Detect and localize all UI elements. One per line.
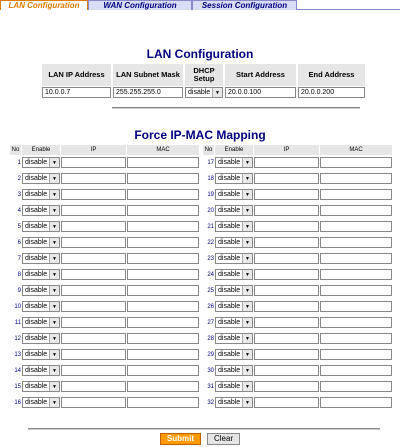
row-number: 22	[207, 239, 214, 246]
mapping-row	[203, 380, 392, 393]
enable-select[interactable]	[215, 333, 253, 344]
mapping-row	[10, 268, 199, 281]
enable-select[interactable]	[22, 269, 60, 280]
chevron-down-icon: ▼	[49, 158, 59, 167]
start-address-header: Start Address	[225, 64, 296, 86]
enable-select-value: disable	[218, 383, 241, 390]
chevron-down-icon: ▼	[242, 334, 252, 343]
mac-input[interactable]	[127, 221, 199, 232]
chevron-down-icon: ▼	[242, 398, 252, 407]
row-number: 30	[207, 367, 214, 374]
lan-ip-input[interactable]	[42, 87, 111, 98]
row-number: 6	[17, 239, 21, 246]
ip-input[interactable]	[254, 397, 319, 408]
chevron-down-icon: ▼	[49, 174, 59, 183]
enable-select-value: disable	[218, 303, 241, 310]
dhcp-select-value: disable	[188, 89, 211, 96]
enable-select-value: disable	[25, 239, 48, 246]
mac-input[interactable]	[127, 333, 199, 344]
enable-select[interactable]	[215, 381, 253, 392]
mapping-row	[203, 348, 392, 361]
mac-input[interactable]	[127, 381, 199, 392]
mac-header: MAC	[320, 145, 392, 155]
end-address-input[interactable]	[298, 87, 365, 98]
enable-select-value: disable	[218, 271, 241, 278]
enable-select[interactable]	[22, 397, 60, 408]
lan-mask-header: LAN Subnet Mask	[113, 64, 183, 86]
enable-select-value: disable	[218, 367, 241, 374]
end-address-header: End Address	[298, 64, 365, 86]
clear-button[interactable]: Clear	[207, 433, 240, 445]
mapping-row	[10, 396, 199, 409]
lan-table-row	[42, 86, 365, 99]
mac-input[interactable]	[127, 157, 199, 168]
enable-select[interactable]	[22, 381, 60, 392]
ip-input[interactable]	[254, 317, 319, 328]
enable-select-value: disable	[218, 399, 241, 406]
row-number: 11	[14, 319, 21, 326]
ip-input[interactable]	[254, 205, 319, 216]
row-number: 19	[207, 191, 214, 198]
mapping-row	[10, 204, 199, 217]
chevron-down-icon: ▼	[49, 206, 59, 215]
mac-input[interactable]	[127, 365, 199, 376]
enable-header: Enable	[22, 145, 60, 155]
ip-input[interactable]	[61, 317, 126, 328]
mapping-row	[10, 172, 199, 185]
row-number: 7	[17, 255, 21, 262]
row-number: 14	[14, 367, 21, 374]
chevron-down-icon: ▼	[49, 302, 59, 311]
mac-input[interactable]	[320, 173, 392, 184]
chevron-down-icon: ▼	[242, 286, 252, 295]
row-number: 2	[17, 175, 21, 182]
chevron-down-icon: ▼	[242, 366, 252, 375]
no-header: No	[11, 147, 20, 153]
row-number: 12	[14, 335, 21, 342]
enable-select-value: disable	[25, 255, 48, 262]
chevron-down-icon: ▼	[49, 254, 59, 263]
mapping-row	[203, 172, 392, 185]
mapping-row	[203, 156, 392, 169]
enable-select[interactable]	[215, 237, 253, 248]
enable-select-value: disable	[218, 191, 241, 198]
enable-select[interactable]	[215, 317, 253, 328]
enable-select[interactable]	[22, 253, 60, 264]
enable-select[interactable]	[22, 205, 60, 216]
mapping-row	[10, 380, 199, 393]
enable-select-value: disable	[218, 175, 241, 182]
enable-select-value: disable	[218, 223, 241, 230]
chevron-down-icon: ▼	[242, 190, 252, 199]
enable-select-value: disable	[25, 223, 48, 230]
mac-input[interactable]	[320, 285, 392, 296]
mac-input[interactable]	[127, 317, 199, 328]
mapping-header-left	[10, 145, 199, 155]
enable-select[interactable]	[215, 173, 253, 184]
chevron-down-icon: ▼	[242, 382, 252, 391]
ip-header: IP	[61, 145, 126, 155]
enable-select-value: disable	[218, 319, 241, 326]
tab-session-configuration[interactable]: Session Configuration	[192, 0, 297, 10]
mac-input[interactable]	[127, 269, 199, 280]
mapping-row	[203, 188, 392, 201]
start-address-input[interactable]	[225, 87, 296, 98]
row-number: 13	[14, 351, 21, 358]
mapping-row	[203, 252, 392, 265]
mac-input[interactable]	[127, 205, 199, 216]
mapping-row	[10, 156, 199, 169]
ip-input[interactable]	[254, 269, 319, 280]
mac-input[interactable]	[127, 253, 199, 264]
form-buttons	[0, 433, 400, 445]
lan-divider	[112, 107, 360, 109]
chevron-down-icon: ▼	[49, 382, 59, 391]
ip-input[interactable]	[254, 381, 319, 392]
enable-select-value: disable	[218, 287, 241, 294]
chevron-down-icon: ▼	[49, 350, 59, 359]
chevron-down-icon: ▼	[49, 222, 59, 231]
ip-input[interactable]	[254, 189, 319, 200]
tab-bar	[0, 0, 400, 10]
mapping-row	[203, 268, 392, 281]
ip-input[interactable]	[61, 189, 126, 200]
enable-select[interactable]	[215, 269, 253, 280]
row-number: 10	[14, 303, 21, 310]
ip-header: IP	[254, 145, 319, 155]
mac-header: MAC	[127, 145, 199, 155]
chevron-down-icon: ▼	[49, 318, 59, 327]
row-number: 27	[207, 319, 214, 326]
chevron-down-icon: ▼	[242, 318, 252, 327]
row-number: 3	[17, 191, 21, 198]
enable-select[interactable]	[22, 317, 60, 328]
enable-select-value: disable	[218, 335, 241, 342]
enable-select-value: disable	[25, 335, 48, 342]
mac-input[interactable]	[320, 333, 392, 344]
row-number: 25	[207, 287, 214, 294]
mapping-divider	[28, 428, 380, 430]
mac-input[interactable]	[127, 397, 199, 408]
mac-input[interactable]	[320, 349, 392, 360]
mac-input[interactable]	[320, 397, 392, 408]
mapping-row	[10, 252, 199, 265]
enable-select-value: disable	[25, 159, 48, 166]
ip-input[interactable]	[61, 205, 126, 216]
ip-input[interactable]	[254, 365, 319, 376]
row-number: 18	[207, 175, 214, 182]
enable-select[interactable]	[215, 221, 253, 232]
ip-input[interactable]	[254, 285, 319, 296]
mac-input[interactable]	[320, 221, 392, 232]
enable-select[interactable]	[215, 205, 253, 216]
ip-input[interactable]	[61, 397, 126, 408]
chevron-down-icon: ▼	[242, 254, 252, 263]
ip-input[interactable]	[61, 221, 126, 232]
enable-select[interactable]	[22, 285, 60, 296]
enable-select[interactable]	[22, 173, 60, 184]
mapping-row	[10, 316, 199, 329]
enable-select-value: disable	[25, 367, 48, 374]
mac-input[interactable]	[127, 301, 199, 312]
submit-button[interactable]: Submit	[160, 433, 201, 445]
enable-select[interactable]	[215, 365, 253, 376]
enable-select[interactable]	[215, 301, 253, 312]
enable-select-value: disable	[25, 271, 48, 278]
ip-input[interactable]	[254, 237, 319, 248]
enable-select[interactable]	[22, 189, 60, 200]
ip-input[interactable]	[254, 349, 319, 360]
enable-select[interactable]	[22, 301, 60, 312]
row-number: 20	[207, 207, 214, 214]
chevron-down-icon: ▼	[242, 302, 252, 311]
mapping-row	[203, 364, 392, 377]
row-number: 32	[207, 399, 214, 406]
ip-input[interactable]	[61, 333, 126, 344]
row-number: 23	[207, 255, 214, 262]
mac-input[interactable]	[320, 237, 392, 248]
enable-select[interactable]	[22, 333, 60, 344]
mapping-row	[10, 220, 199, 233]
chevron-down-icon: ▼	[49, 398, 59, 407]
chevron-down-icon: ▼	[242, 174, 252, 183]
tab-wan-configuration[interactable]: WAN Configuration	[88, 0, 192, 10]
chevron-down-icon: ▼	[242, 222, 252, 231]
mapping-row	[203, 284, 392, 297]
ip-input[interactable]	[254, 221, 319, 232]
enable-select-value: disable	[25, 287, 48, 294]
enable-select-value: disable	[218, 159, 241, 166]
lan-ip-header: LAN IP Address	[42, 64, 111, 86]
mapping-row	[203, 396, 392, 409]
chevron-down-icon: ▼	[242, 350, 252, 359]
lan-section-title: LAN Configuration	[146, 47, 254, 61]
mapping-section-title: Force IP-MAC Mapping	[134, 128, 266, 142]
ip-input[interactable]	[61, 301, 126, 312]
dhcp-header: DHCP Setup	[185, 64, 223, 86]
mapping-row	[10, 364, 199, 377]
enable-select-value: disable	[25, 383, 48, 390]
dhcp-select[interactable]	[185, 87, 223, 98]
mac-input[interactable]	[320, 157, 392, 168]
mac-input[interactable]	[320, 253, 392, 264]
enable-header: Enable	[215, 145, 253, 155]
row-number: 9	[17, 287, 21, 294]
enable-select-value: disable	[25, 319, 48, 326]
mac-input[interactable]	[127, 285, 199, 296]
enable-select-value: disable	[25, 175, 48, 182]
mac-input[interactable]	[320, 381, 392, 392]
mac-input[interactable]	[320, 301, 392, 312]
mapping-row	[10, 332, 199, 345]
mapping-row	[10, 188, 199, 201]
enable-select-value: disable	[25, 191, 48, 198]
enable-select-value: disable	[218, 239, 241, 246]
mapping-row	[203, 236, 392, 249]
mac-input[interactable]	[320, 317, 392, 328]
ip-input[interactable]	[61, 173, 126, 184]
tab-bar-filler	[297, 0, 400, 10]
row-number: 8	[17, 271, 21, 278]
row-number: 1	[17, 159, 21, 166]
chevron-down-icon: ▼	[242, 238, 252, 247]
ip-input[interactable]	[254, 333, 319, 344]
ip-input[interactable]	[61, 253, 126, 264]
row-number: 29	[207, 351, 214, 358]
mapping-header-right	[203, 145, 392, 155]
no-header: No	[204, 147, 213, 153]
ip-input[interactable]	[254, 253, 319, 264]
mac-input[interactable]	[320, 269, 392, 280]
mapping-row	[10, 300, 199, 313]
enable-select[interactable]	[22, 365, 60, 376]
ip-input[interactable]	[61, 365, 126, 376]
chevron-down-icon: ▼	[242, 270, 252, 279]
ip-input[interactable]	[61, 157, 126, 168]
tab-lan-configuration[interactable]: LAN Configuration	[0, 0, 88, 10]
mac-input[interactable]	[320, 189, 392, 200]
chevron-down-icon: ▼	[49, 334, 59, 343]
mapping-row	[10, 284, 199, 297]
chevron-down-icon: ▼	[49, 286, 59, 295]
enable-select-value: disable	[25, 303, 48, 310]
mapping-row	[203, 316, 392, 329]
mac-input[interactable]	[320, 205, 392, 216]
enable-select[interactable]	[215, 253, 253, 264]
mapping-row	[203, 300, 392, 313]
ip-input[interactable]	[61, 285, 126, 296]
chevron-down-icon: ▼	[212, 88, 222, 97]
row-number: 31	[207, 383, 214, 390]
enable-select[interactable]	[215, 397, 253, 408]
enable-select-value: disable	[218, 351, 241, 358]
ip-input[interactable]	[61, 269, 126, 280]
row-number: 26	[207, 303, 214, 310]
ip-input[interactable]	[254, 173, 319, 184]
enable-select-value: disable	[25, 207, 48, 214]
chevron-down-icon: ▼	[242, 158, 252, 167]
ip-input[interactable]	[61, 381, 126, 392]
enable-select-value: disable	[25, 351, 48, 358]
row-number: 24	[207, 271, 214, 278]
enable-select-value: disable	[218, 207, 241, 214]
lan-mask-input[interactable]	[113, 87, 183, 98]
mac-input[interactable]	[320, 365, 392, 376]
lan-table-header	[42, 64, 365, 86]
row-number: 4	[17, 207, 21, 214]
enable-select-value: disable	[218, 255, 241, 262]
mapping-row	[10, 348, 199, 361]
mapping-row	[10, 236, 199, 249]
enable-select[interactable]	[215, 349, 253, 360]
enable-select[interactable]	[22, 157, 60, 168]
mac-input[interactable]	[127, 189, 199, 200]
chevron-down-icon: ▼	[49, 270, 59, 279]
enable-select[interactable]	[215, 189, 253, 200]
chevron-down-icon: ▼	[49, 238, 59, 247]
enable-select[interactable]	[22, 237, 60, 248]
ip-input[interactable]	[61, 349, 126, 360]
row-number: 16	[14, 399, 21, 406]
enable-select[interactable]	[22, 349, 60, 360]
row-number: 28	[207, 335, 214, 342]
mac-input[interactable]	[127, 349, 199, 360]
enable-select[interactable]	[215, 285, 253, 296]
chevron-down-icon: ▼	[49, 366, 59, 375]
mapping-row	[203, 220, 392, 233]
ip-input[interactable]	[61, 237, 126, 248]
row-number: 21	[207, 223, 214, 230]
ip-input[interactable]	[254, 301, 319, 312]
enable-select[interactable]	[22, 221, 60, 232]
enable-select[interactable]	[215, 157, 253, 168]
row-number: 17	[207, 159, 214, 166]
mapping-row	[203, 204, 392, 217]
ip-input[interactable]	[254, 157, 319, 168]
mac-input[interactable]	[127, 237, 199, 248]
chevron-down-icon: ▼	[49, 190, 59, 199]
mac-input[interactable]	[127, 173, 199, 184]
chevron-down-icon: ▼	[242, 206, 252, 215]
enable-select-value: disable	[25, 399, 48, 406]
mapping-row	[203, 332, 392, 345]
row-number: 15	[14, 383, 21, 390]
row-number: 5	[17, 223, 21, 230]
